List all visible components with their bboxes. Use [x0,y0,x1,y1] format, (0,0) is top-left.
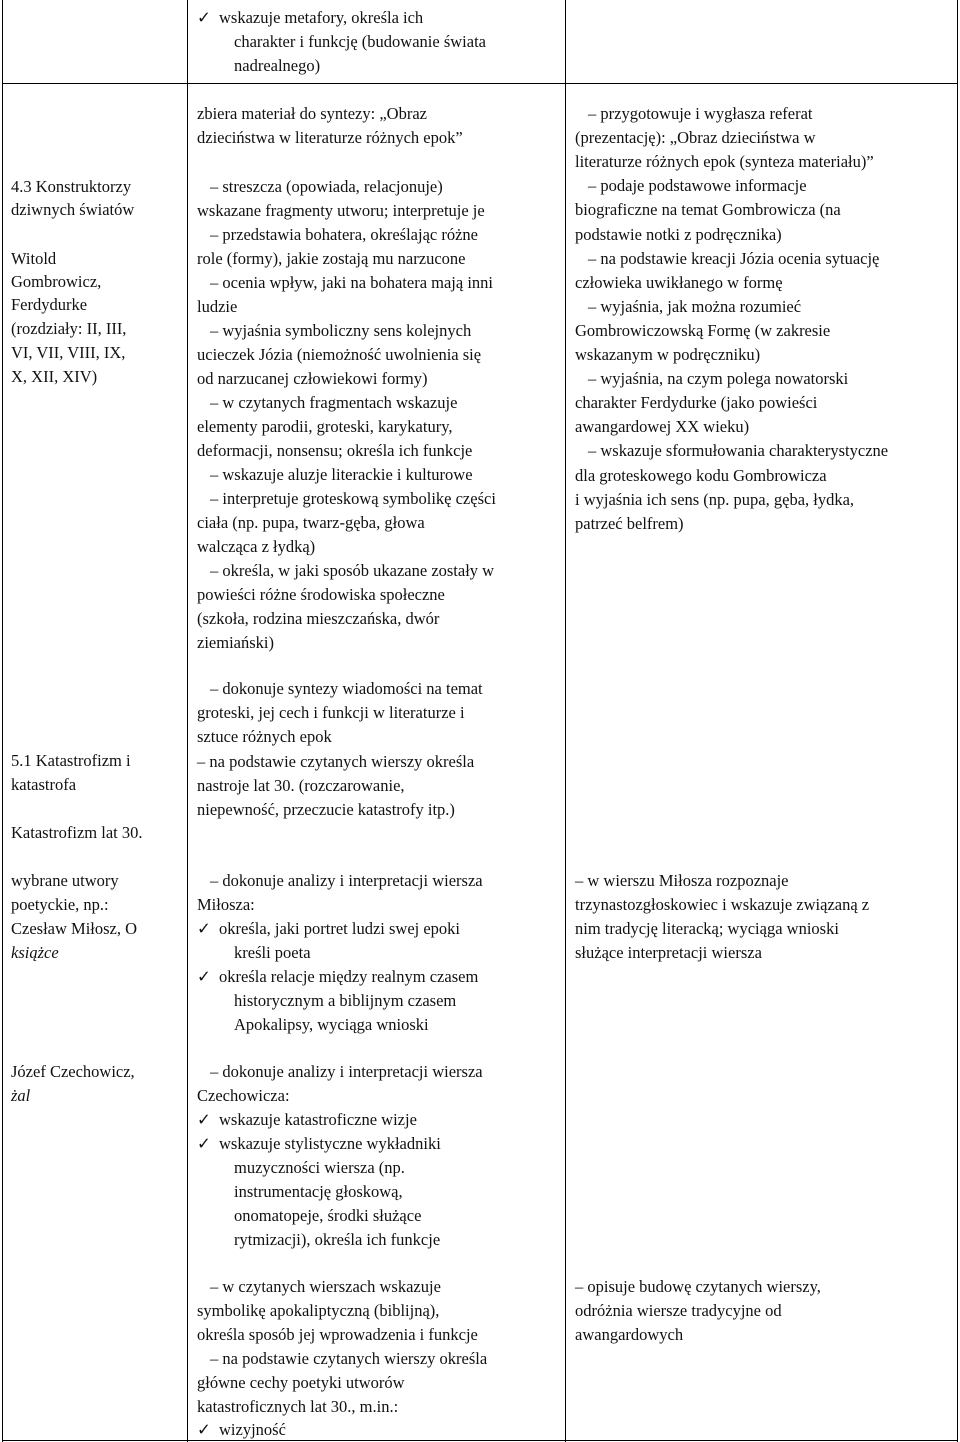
b1-line-1: zbiera materiał do syntezy: „Obraz [197,104,427,123]
col3-b1-line-12: – wyjaśnia, na czym polega nowatorski [588,369,849,389]
b2-line-7: – wyjaśnia symboliczny sens kolejnych [210,321,472,340]
b2-line-6: ludzie [197,297,238,316]
b2-line-20: ziemiański) [197,633,274,652]
col3-b1-line-2: (prezentację): „Obraz dzieciństwa w [575,128,816,148]
row-divider [2,83,958,84]
chapters-line-2: VI, VII, VIII, IX, [11,343,126,362]
b3-line-2: groteski, jej cech i funkcji w literaturze i [197,703,465,722]
table-border-left [2,0,3,1442]
b2-line-2: wskazane fragmenty utworu; interpretuje je [197,201,485,220]
b5-check-2-line-1: ✓ wskazuje stylistyczne wykładniki [197,1134,441,1153]
subsection-katastrofizm: Katastrofizm lat 30. [11,823,143,842]
section-4-3-line-1: 4.3 Konstruktorzy [11,177,132,196]
works-line-2: poetyckie, np.: [11,895,109,914]
col3-b1-line-4: – podaje podstawowe informacje [588,176,807,196]
top-line-3: nadrealnego) [234,56,321,75]
work-czechowicz-title: żal [11,1086,31,1105]
b6-check: ✓ wizyjność [197,1420,286,1439]
top-check-line-1: ✓ wskazuje metafory, określa ich [197,8,424,27]
b5-check-2-line-3: instrumentację głoskową, [234,1182,403,1201]
check-icon: ✓ [197,919,211,938]
table-border-bottom [2,1440,958,1441]
b4-check-2-line-2: historycznym a biblijnym czasem [234,991,457,1010]
check-icon: ✓ [197,967,211,986]
b2-line-8: ucieczek Józia (niemożność uwolnienia się [197,345,482,364]
col3-b3-line-1: – opisuje budowę czytanych wierszy, [575,1277,821,1296]
check-icon: ✓ [197,1420,211,1439]
b2-line-13: – wskazuje aluzje literackie i kulturowe [210,465,473,484]
b2-line-9: od narzucanej człowiekowi formy) [197,369,428,388]
col3-b1-line-15: – wskazuje sformułowania charakterystyczne [588,441,889,461]
b6-line-3: określa sposób jej wprowadzenia i funkcje [197,1325,478,1344]
book-title-ferdydurke: Ferdydurke [11,295,88,314]
col3-b3-line-2: odróżnia wiersze tradycyjne od [575,1301,782,1320]
b2-line-5: – ocenia wpływ, jaki na bohatera mają inni [210,273,493,292]
col3-b1-line-10: Gombrowiczowską Formę (w zakresie [575,320,831,340]
b4-line-2: Miłosza: [197,895,255,914]
col3-b2-line-3: nim tradycję literacką; wyciąga wnioski [575,919,839,938]
b3-line-4: – na podstawie czytanych wierszy określa [197,752,475,771]
col3-b1-line-16: dla groteskowego kodu Gombrowicza [575,465,827,485]
b4-check-1-line-2: kreśli poeta [234,943,311,962]
b2-line-11: elementy parodii, groteski, karykatury, [197,417,453,436]
b4-check-1-line-1: ✓ określa, jaki portret ludzi swej epoki [197,919,461,938]
chapters-line-3: X, XII, XIV) [11,367,98,386]
b6-line-6: katastroficznych lat 30., m.in.: [197,1397,399,1416]
b3-line-3: sztuce różnych epok [197,727,332,746]
b6-line-1: – w czytanych wierszach wskazuje [210,1277,441,1296]
col3-b1-line-17: i wyjaśnia ich sens (np. pupa, gęba, łydka, [575,489,855,509]
check-icon: ✓ [197,1110,211,1129]
author-line-2: Gombrowicz, [11,272,102,291]
col3-b1-line-1: – przygotowuje i wygłasza referat [588,104,813,123]
check-icon: ✓ [197,1134,211,1153]
b2-line-12: deformacji, nonsensu; określa ich funkcje [197,441,473,460]
col3-b2-line-2: trzynastozgłoskowiec i wskazuje związaną z [575,895,870,914]
col3-b1-line-14: awangardowej XX wieku) [575,417,750,437]
b2-line-17: – określa, w jaki sposób ukazane zostały w [210,561,495,580]
chapters-line-1: (rozdziały: II, III, [11,319,127,338]
section-5-1-line-2: katastrofa [11,775,77,794]
top-line-2: charakter i funkcję (budowanie świata [234,32,486,51]
b2-line-18: powieści różne środowiska społeczne [197,585,445,604]
b2-line-3: – przedstawia bohatera, określając różne [210,225,478,244]
b5-check-1: ✓ wskazuje katastroficzne wizje [197,1110,417,1129]
works-line-3: Czesław Miłosz, O [11,919,138,938]
b2-line-15: ciała (np. pupa, twarz-gęba, głowa [197,513,425,532]
col3-b1-line-3: literaturze różnych epok (synteza materiału)” [575,152,874,172]
b6-line-2: symbolikę apokaliptyczną (biblijną), [197,1301,440,1320]
table-border-right [957,0,958,1442]
b2-line-1: – streszcza (opowiada, relacjonuje) [210,177,443,196]
col3-b1-line-8: człowieka uwikłanego w formę [575,272,783,292]
column-divider-1 [187,0,188,1442]
b4-check-2-line-1: ✓ określa relacje między realnym czasem [197,967,479,986]
b2-line-16: walcząca z łydką) [197,537,316,556]
b2-line-10: – w czytanych fragmentach wskazuje [210,393,458,412]
column-divider-2 [565,0,566,1442]
b3-line-6: niepewność, przeczucie katastrofy itp.) [197,800,455,819]
b6-line-4: – na podstawie czytanych wierszy określa [210,1349,488,1368]
col3-b1-line-18: patrzeć belfrem) [575,513,684,533]
b3-line-1: – dokonuje syntezy wiadomości na temat [210,679,483,698]
b2-line-14: – interpretuje groteskową symbolikę części [210,489,496,508]
col3-b1-line-7: – na podstawie kreacji Józia ocenia sytuację [588,248,880,268]
section-5-1-line-1: 5.1 Katastrofizm i [11,751,131,770]
b6-line-5: główne cechy poetyki utworów [197,1373,405,1392]
col3-b1-line-9: – wyjaśnia, jak można rozumieć [588,296,802,316]
b5-check-2-line-5: rytmizacji), określa ich funkcje [234,1230,441,1249]
col3-b2-line-4: służące interpretacji wiersza [575,943,762,962]
b3-line-5: nastroje lat 30. (rozczarowanie, [197,776,405,795]
col3-b1-line-11: wskazanym w podręczniku) [575,345,761,364]
col3-b3-line-3: awangardowych [575,1325,684,1344]
b5-line-2: Czechowicza: [197,1086,290,1105]
section-4-3-line-2: dziwnych światów [11,200,135,219]
check-icon: ✓ [197,8,211,27]
b5-check-2-line-4: onomatopeje, środki służące [234,1206,422,1225]
b5-check-2-line-2: muzyczności wiersza (np. [234,1158,405,1177]
work-milosz-title: książce [11,943,59,962]
col3-b1-line-5: biograficzne na temat Gombrowicza (na [575,200,841,220]
author-line-1: Witold [11,249,57,268]
b2-line-4: role (formy), jakie zostają mu narzucone [197,249,466,268]
work-czechowicz-author: Józef Czechowicz, [11,1062,135,1081]
works-line-1: wybrane utwory [11,871,119,890]
col3-b1-line-6: podstawie notki z podręcznika) [575,224,782,244]
b4-line-1: – dokonuje analizy i interpretacji wiersza [210,871,483,890]
b2-line-19: (szkoła, rodzina mieszczańska, dwór [197,609,440,628]
b4-check-2-line-3: Apokalipsy, wyciąga wnioski [234,1015,429,1034]
col3-b2-line-1: – w wierszu Miłosza rozpoznaje [575,871,789,890]
b5-line-1: – dokonuje analizy i interpretacji wiersza [210,1062,483,1081]
b1-line-2: dzieciństwa w literaturze różnych epok” [197,128,463,147]
col3-b1-line-13: charakter Ferdydurke (jako powieści [575,393,818,413]
